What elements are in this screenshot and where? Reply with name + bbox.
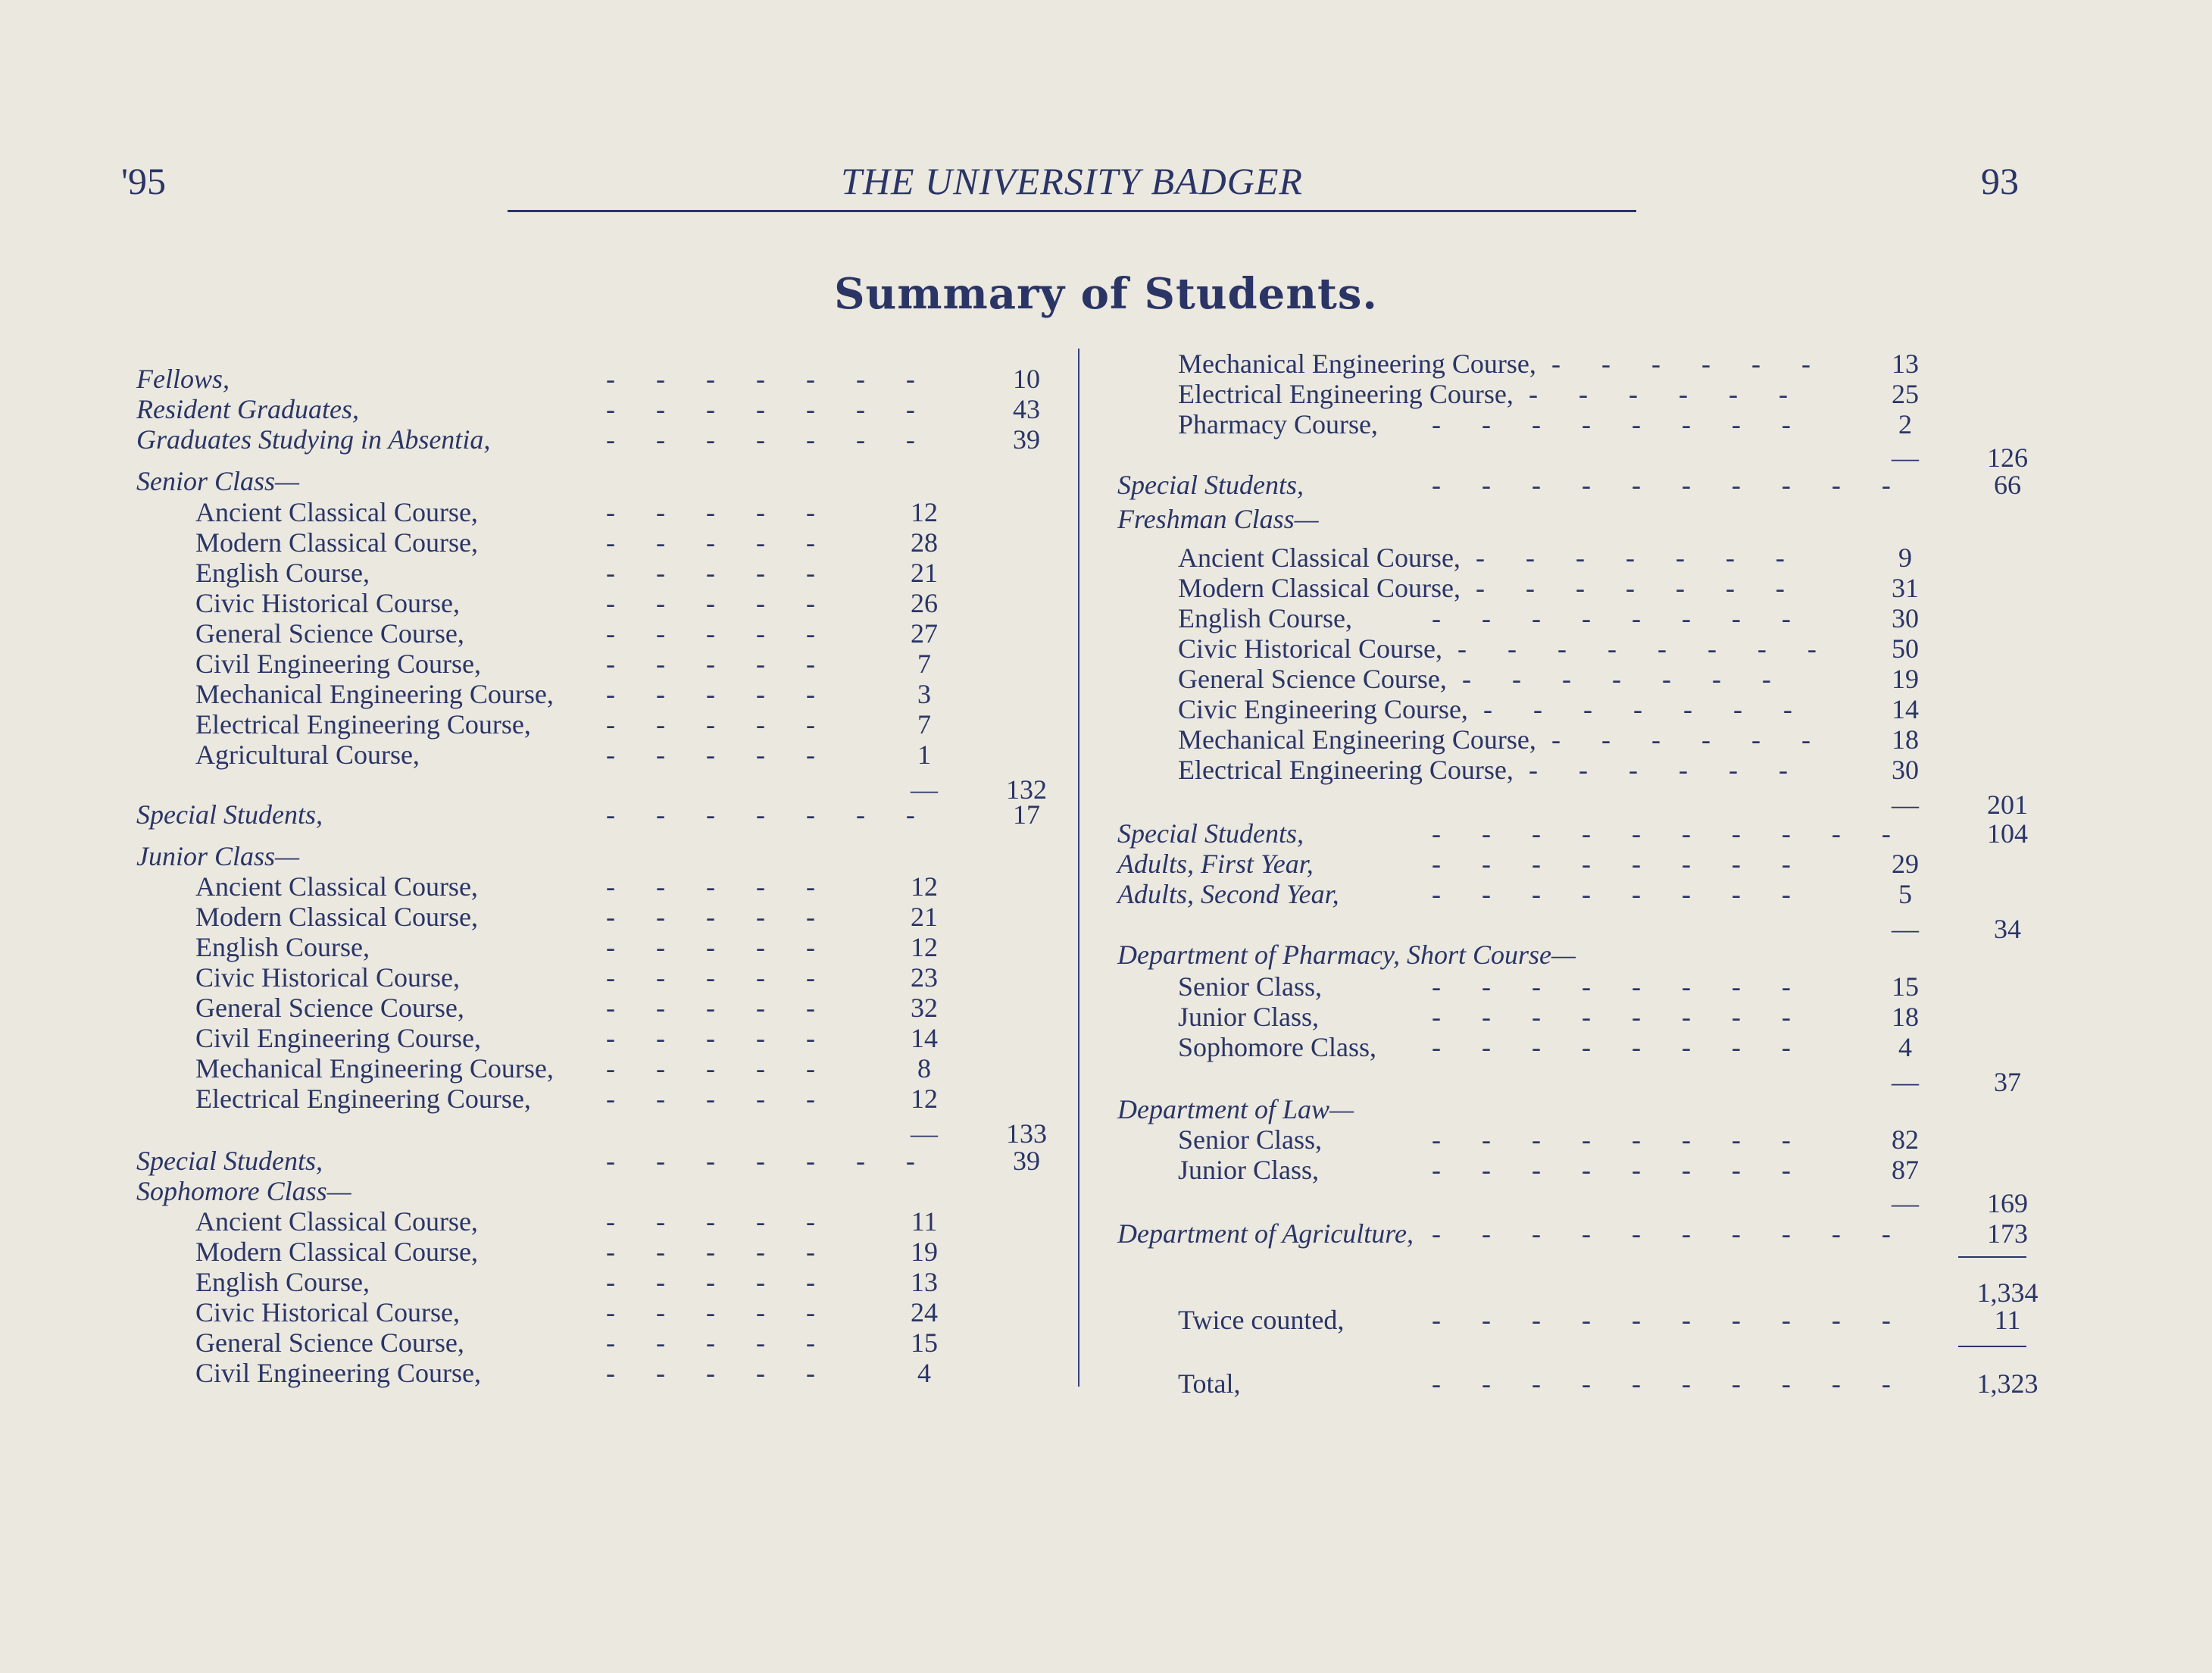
leader-dashes: - - - - - <box>606 618 815 649</box>
subtotal-value: 9 <box>1898 543 1912 573</box>
summary-row <box>0 1094 2212 1124</box>
leader-dashes: - - - - - - - - - - <box>1432 470 1891 500</box>
row-label: English Course, <box>1178 603 1352 633</box>
leader-dashes: - - - - - - - - <box>1457 633 1817 664</box>
row-label: Civic Historical Course, <box>195 588 460 618</box>
summary-row <box>0 442 2212 473</box>
row-label: Ancient Classical Course, <box>195 497 478 527</box>
leader-dashes: - - - - - - - <box>606 1146 915 1176</box>
row-label: Civic Historical Course, <box>195 1297 460 1327</box>
total-value: 34 <box>1994 914 2021 944</box>
leader-dashes: - - - - - <box>606 558 815 588</box>
subtotal-value: 19 <box>1892 664 1919 694</box>
row-label: Electrical Engineering Course, <box>1178 379 1514 409</box>
row-label: Department of Law— <box>1117 1094 1354 1124</box>
leader-dashes: - - - - - <box>606 740 815 770</box>
total-rule <box>1958 1256 2026 1258</box>
total-value: 173 <box>1987 1218 2028 1249</box>
summary-row <box>0 724 2212 755</box>
summary-row <box>0 1032 2212 1062</box>
row-label: Junior Class, <box>1178 1002 1320 1032</box>
total-value: 201 <box>1987 790 2028 820</box>
leader-dashes: - - - - - - - - <box>1432 1002 1791 1032</box>
summary-row <box>0 1305 2212 1335</box>
subtotal-value: 11 <box>911 1206 938 1237</box>
subtotal-value: 15 <box>1892 971 1919 1002</box>
summary-row <box>0 349 2212 379</box>
leader-dashes: - - - - - - - - <box>1432 1124 1791 1155</box>
subtotal-value: 26 <box>911 588 938 618</box>
leader-dashes: - - - - - <box>606 871 815 902</box>
subtotal-value: 2 <box>1898 409 1912 439</box>
subtotal-value: 29 <box>1892 849 1919 879</box>
subtotal-value: 19 <box>911 1237 938 1267</box>
leader-dashes: - - - - - - - <box>1483 694 1792 724</box>
leader-dashes: - - - - - <box>606 993 815 1023</box>
subtotal-value: 32 <box>911 993 938 1023</box>
subtotal-value: — <box>1892 442 1919 473</box>
summary-row <box>0 879 2212 909</box>
total-value: 104 <box>1987 818 2028 849</box>
summary-row <box>0 818 2212 849</box>
total-value: 126 <box>1987 442 2028 473</box>
subtotal-value: — <box>911 774 938 805</box>
summary-row <box>0 543 2212 573</box>
leader-dashes: - - - - - - - <box>606 394 915 424</box>
total-value: 17 <box>1013 799 1040 830</box>
total-value: 133 <box>1006 1118 1047 1149</box>
subtotal-value: 1 <box>917 740 931 770</box>
subtotal-value: 25 <box>1892 379 1919 409</box>
summary-row <box>0 971 2212 1002</box>
total-value: 1,334 <box>1976 1277 2039 1308</box>
row-label: Senior Class— <box>136 466 300 496</box>
row-label: Senior Class, <box>1178 1124 1323 1155</box>
subtotal-value: 21 <box>911 558 938 588</box>
summary-row <box>0 1277 2212 1308</box>
leader-dashes: - - - - - - - <box>1462 664 1771 694</box>
subtotal-value: 14 <box>911 1023 938 1053</box>
row-label: Department of Pharmacy, Short Course— <box>1117 940 1576 970</box>
row-label: Civil Engineering Course, <box>195 1023 481 1053</box>
subtotal-value: 50 <box>1892 633 1919 664</box>
total-value: 43 <box>1013 394 1040 424</box>
summary-row <box>0 409 2212 439</box>
row-label: Ancient Classical Course, <box>195 871 478 902</box>
row-label: Civic Historical Course, <box>1178 633 1442 664</box>
leader-dashes: - - - - - <box>606 497 815 527</box>
row-label: Pharmacy Course, <box>1178 409 1378 439</box>
running-title: THE UNIVERSITY BADGER <box>841 160 1303 202</box>
row-label: Graduates Studying in Absentia, <box>136 424 491 455</box>
row-label: English Course, <box>195 558 370 588</box>
summary-row <box>0 573 2212 603</box>
leader-dashes: - - - - - - <box>1529 379 1788 409</box>
leader-dashes: - - - - - - - <box>606 424 915 455</box>
row-label: Mechanical Engineering Course, <box>1178 724 1536 755</box>
summary-row <box>0 1155 2212 1185</box>
row-label: Civil Engineering Course, <box>195 1358 481 1388</box>
summary-row <box>0 849 2212 879</box>
summary-row <box>0 379 2212 409</box>
total-value: 1,323 <box>1976 1368 2039 1399</box>
leader-dashes: - - - - - - - - - - <box>1432 1305 1891 1335</box>
row-label: Electrical Engineering Course, <box>195 709 531 740</box>
summary-row <box>0 633 2212 664</box>
subtotal-value: 7 <box>917 709 931 740</box>
leader-dashes: - - - - - - - - <box>1432 409 1791 439</box>
subtotal-value: 5 <box>1898 879 1912 909</box>
subtotal-value: — <box>1892 1188 1919 1218</box>
leader-dashes: - - - - - <box>606 1327 815 1358</box>
summary-row <box>0 470 2212 500</box>
subtotal-value: 30 <box>1892 603 1919 633</box>
row-label: General Science Course, <box>195 993 464 1023</box>
row-label: Freshman Class— <box>1117 504 1319 534</box>
row-label: English Course, <box>195 1267 370 1297</box>
summary-row <box>0 694 2212 724</box>
leader-dashes: - - - - - <box>606 679 815 709</box>
row-label: Electrical Engineering Course, <box>195 1084 531 1114</box>
subtotal-value: 3 <box>917 679 931 709</box>
leader-dashes: - - - - - <box>606 649 815 679</box>
leader-dashes: - - - - - - - <box>1476 543 1785 573</box>
total-value: 39 <box>1013 1146 1040 1176</box>
leader-dashes: - - - - - - - - <box>1432 603 1791 633</box>
leader-dashes: - - - - - <box>606 1084 815 1114</box>
row-label: Junior Class— <box>136 841 300 871</box>
row-label: Sophomore Class— <box>136 1176 351 1206</box>
subtotal-value: 21 <box>911 902 938 932</box>
leader-dashes: - - - - - <box>606 1297 815 1327</box>
subtotal-value: 4 <box>917 1358 931 1388</box>
total-value: 169 <box>1987 1188 2028 1218</box>
subtotal-value: 7 <box>917 649 931 679</box>
row-label: English Course, <box>195 932 370 962</box>
subtotal-value: 18 <box>1892 724 1919 755</box>
summary-row <box>0 790 2212 820</box>
leader-dashes: - - - - - - - - <box>1432 1155 1791 1185</box>
row-label: Special Students, <box>136 1146 323 1176</box>
leader-dashes: - - - - - - - - <box>1432 1032 1791 1062</box>
subtotal-value: 23 <box>911 962 938 993</box>
row-label: Ancient Classical Course, <box>1178 543 1461 573</box>
leader-dashes: - - - - - <box>606 709 815 740</box>
row-label: Special Students, <box>136 799 323 830</box>
row-label: Special Students, <box>1117 818 1304 849</box>
leader-dashes: - - - - - <box>606 1237 815 1267</box>
row-label: General Science Course, <box>1178 664 1447 694</box>
leader-dashes: - - - - - - - - - - <box>1432 1218 1891 1249</box>
page-number-right: 93 <box>1981 160 2019 202</box>
subtotal-value: 8 <box>917 1053 931 1084</box>
row-label: Department of Agriculture, <box>1117 1218 1414 1249</box>
leader-dashes: - - - - - - - <box>606 364 915 394</box>
row-label: Adults, First Year, <box>1117 849 1314 879</box>
subtotal-value: 13 <box>1892 349 1919 379</box>
summary-row <box>0 1124 2212 1155</box>
row-label: Modern Classical Course, <box>1178 573 1461 603</box>
leader-dashes: - - - - - - <box>1551 349 1811 379</box>
leader-dashes: - - - - - <box>606 1053 815 1084</box>
row-label: General Science Course, <box>195 1327 464 1358</box>
row-label: Mechanical Engineering Course, <box>1178 349 1536 379</box>
row-label: Resident Graduates, <box>136 394 359 424</box>
leader-dashes: - - - - - - - - - - <box>1432 1368 1891 1399</box>
document-title: Summary of Students. <box>834 269 1378 319</box>
leader-dashes: - - - - - <box>606 902 815 932</box>
subtotal-value: 15 <box>911 1327 938 1358</box>
subtotal-value: 82 <box>1892 1124 1919 1155</box>
total-value: 132 <box>1006 774 1047 805</box>
summary-row <box>0 1218 2212 1249</box>
row-label: Sophomore Class, <box>1178 1032 1377 1062</box>
subtotal-value: — <box>911 1118 938 1149</box>
leader-dashes: - - - - - - <box>1551 724 1811 755</box>
summary-row <box>0 755 2212 785</box>
subtotal-value: 28 <box>911 527 938 558</box>
subtotal-value: 12 <box>911 497 938 527</box>
leader-dashes: - - - - - <box>606 1358 815 1388</box>
leader-dashes: - - - - - <box>606 932 815 962</box>
leader-dashes: - - - - - - - - <box>1432 849 1791 879</box>
summary-row <box>0 1002 2212 1032</box>
leader-dashes: - - - - - <box>606 1206 815 1237</box>
summary-row <box>0 603 2212 633</box>
subtotal-value: 13 <box>911 1267 938 1297</box>
total-value: 11 <box>1994 1305 2021 1335</box>
leader-dashes: - - - - - <box>606 588 815 618</box>
summary-row <box>0 1188 2212 1218</box>
total-value: 66 <box>1994 470 2021 500</box>
row-label: Modern Classical Course, <box>195 527 478 558</box>
subtotal-value: 87 <box>1892 1155 1919 1185</box>
leader-dashes: - - - - - <box>606 1023 815 1053</box>
leader-dashes: - - - - - <box>606 527 815 558</box>
subtotal-value: 14 <box>1892 694 1919 724</box>
row-label: Modern Classical Course, <box>195 1237 478 1267</box>
leader-dashes: - - - - - - - - - - <box>1432 818 1891 849</box>
total-rule <box>1958 1346 2026 1347</box>
leader-dashes: - - - - - - - - <box>1432 971 1791 1002</box>
summary-row <box>0 504 2212 534</box>
subtotal-value: 4 <box>1898 1032 1912 1062</box>
subtotal-value: 12 <box>911 871 938 902</box>
total-value: 37 <box>1994 1067 2021 1097</box>
header-rule <box>508 210 1636 212</box>
page-number-left: '95 <box>121 160 167 202</box>
subtotal-value: 12 <box>911 932 938 962</box>
total-value: 39 <box>1013 424 1040 455</box>
row-label: Mechanical Engineering Course, <box>195 679 554 709</box>
leader-dashes: - - - - - - - <box>606 799 915 830</box>
row-label: Mechanical Engineering Course, <box>195 1053 554 1084</box>
subtotal-value: — <box>1892 914 1919 944</box>
row-label: Twice counted, <box>1178 1305 1345 1335</box>
row-label: Civic Engineering Course, <box>1178 694 1468 724</box>
subtotal-value: 30 <box>1892 755 1919 785</box>
row-label: Electrical Engineering Course, <box>1178 755 1514 785</box>
subtotal-value: 18 <box>1892 1002 1919 1032</box>
row-label: Adults, Second Year, <box>1117 879 1339 909</box>
row-label: Civil Engineering Course, <box>195 649 481 679</box>
subtotal-value: 12 <box>911 1084 938 1114</box>
subtotal-value: 27 <box>911 618 938 649</box>
subtotal-value: 31 <box>1892 573 1919 603</box>
total-value: 10 <box>1013 364 1040 394</box>
row-label: Senior Class, <box>1178 971 1323 1002</box>
subtotal-value: — <box>1892 790 1919 820</box>
leader-dashes: - - - - - <box>606 1267 815 1297</box>
leader-dashes: - - - - - - - <box>1476 573 1785 603</box>
row-label: Fellows, <box>136 364 230 394</box>
row-label: Ancient Classical Course, <box>195 1206 478 1237</box>
summary-row <box>0 664 2212 694</box>
subtotal-value: 24 <box>911 1297 938 1327</box>
row-label: Total, <box>1178 1368 1241 1399</box>
leader-dashes: - - - - - - <box>1529 755 1788 785</box>
leader-dashes: - - - - - - - - <box>1432 879 1791 909</box>
summary-row <box>0 1368 2212 1399</box>
row-label: Junior Class, <box>1178 1155 1320 1185</box>
subtotal-value: — <box>1892 1067 1919 1097</box>
row-label: Civic Historical Course, <box>195 962 460 993</box>
row-label: Agricultural Course, <box>195 740 420 770</box>
summary-row <box>0 1067 2212 1097</box>
leader-dashes: - - - - - <box>606 962 815 993</box>
summary-row <box>0 940 2212 970</box>
row-label: Special Students, <box>1117 470 1304 500</box>
row-label: Modern Classical Course, <box>195 902 478 932</box>
row-label: General Science Course, <box>195 618 464 649</box>
